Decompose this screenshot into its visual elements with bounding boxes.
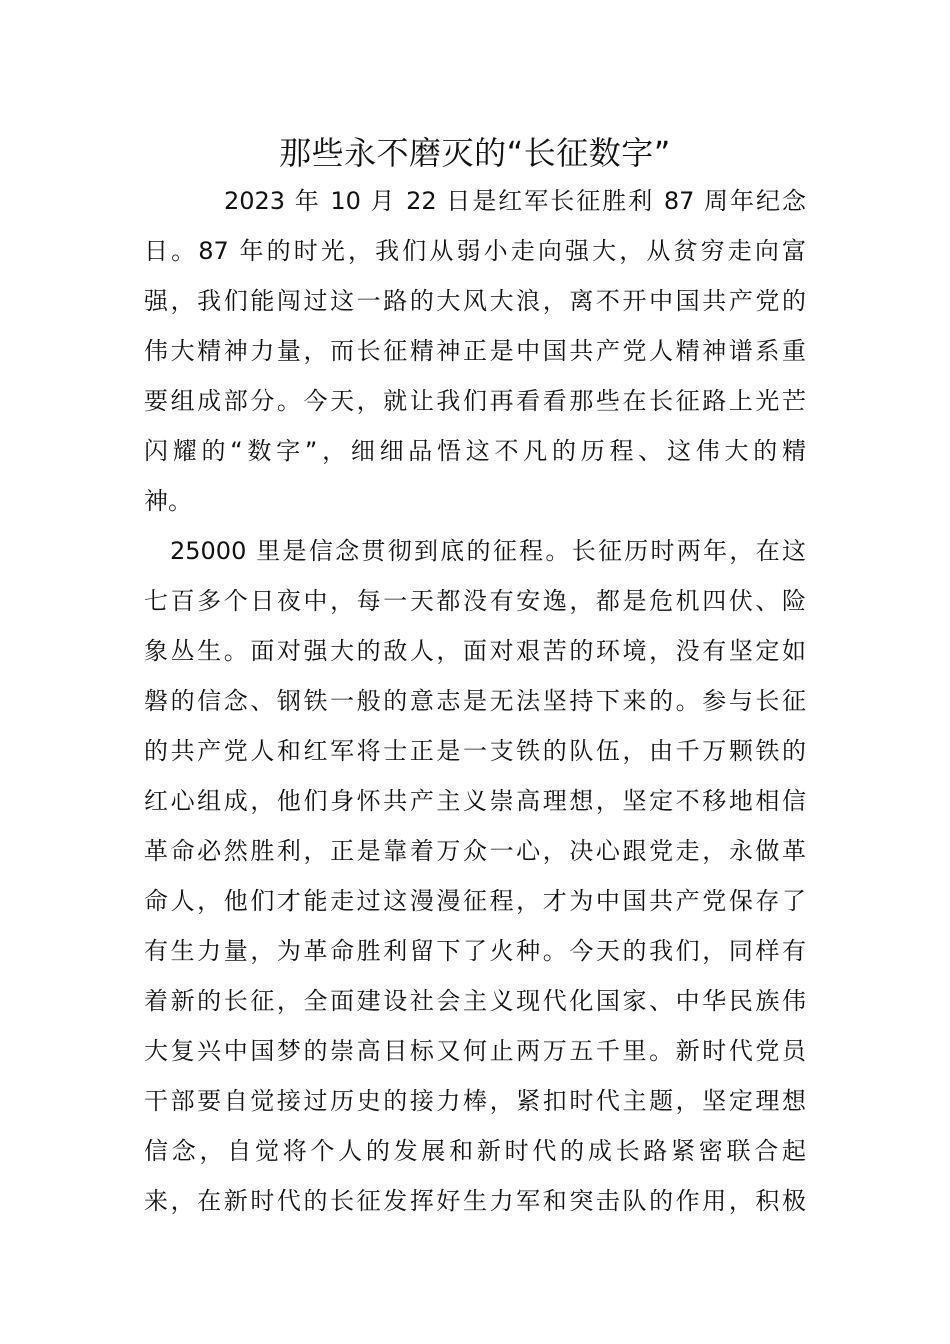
text-line: 日。87 年的时光，我们从弱小走向强大，从贫穷走向富 bbox=[144, 237, 806, 265]
text-line: 强，我们能闯过这一路的大风大浪，离不开中国共产党的 bbox=[144, 287, 806, 315]
text-line: 信念，自觉将个人的发展和新时代的成长路紧密联合起 bbox=[144, 1137, 806, 1165]
text-line: 干部要自觉接过历史的接力棒，紧扣时代主题，坚定理想 bbox=[144, 1087, 806, 1115]
text-line: 大复兴中国梦的崇高目标又何止两万五千里。新时代党员 bbox=[144, 1037, 806, 1065]
text-line: 象丛生。面对强大的敌人，面对艰苦的环境，没有坚定如 bbox=[144, 637, 806, 665]
text-line: 25000 里是信念贯彻到底的征程。长征历时两年，在这 bbox=[170, 537, 806, 565]
text-line: 着新的长征，全面建设社会主义现代化国家、中华民族伟 bbox=[144, 987, 806, 1015]
document-title: 那些永不磨灭的“长征数字” bbox=[279, 134, 671, 172]
text-line: 2023 年 10 月 22 日是红军长征胜利 87 周年纪念 bbox=[224, 187, 806, 215]
text-line: 的共产党人和红军将士正是一支铁的队伍，由千万颗铁的 bbox=[144, 737, 806, 765]
text-line: 伟大精神力量，而长征精神正是中国共产党人精神谱系重 bbox=[144, 337, 806, 365]
text-line: 有生力量，为革命胜利留下了火种。今天的我们，同样有 bbox=[144, 937, 806, 965]
text-line: 革命必然胜利，正是靠着万众一心，决心跟党走，永做革 bbox=[144, 837, 806, 865]
text-line: 来，在新时代的长征发挥好生力军和突击队的作用，积极 bbox=[144, 1187, 806, 1215]
text-line: 神。 bbox=[144, 487, 192, 515]
text-line: 命人，他们才能走过这漫漫征程，才为中国共产党保存了 bbox=[144, 887, 806, 915]
text-line: 红心组成，他们身怀共产主义崇高理想，坚定不移地相信 bbox=[144, 787, 806, 815]
text-line: 磐的信念、钢铁一般的意志是无法坚持下来的。参与长征 bbox=[144, 687, 806, 715]
text-line: 七百多个日夜中，每一天都没有安逸，都是危机四伏、险 bbox=[144, 587, 806, 615]
text-line: 要组成部分。今天，就让我们再看看那些在长征路上光芒 bbox=[144, 387, 806, 415]
text-line: 闪耀的“数字”，细细品悟这不凡的历程、这伟大的精 bbox=[144, 437, 806, 465]
